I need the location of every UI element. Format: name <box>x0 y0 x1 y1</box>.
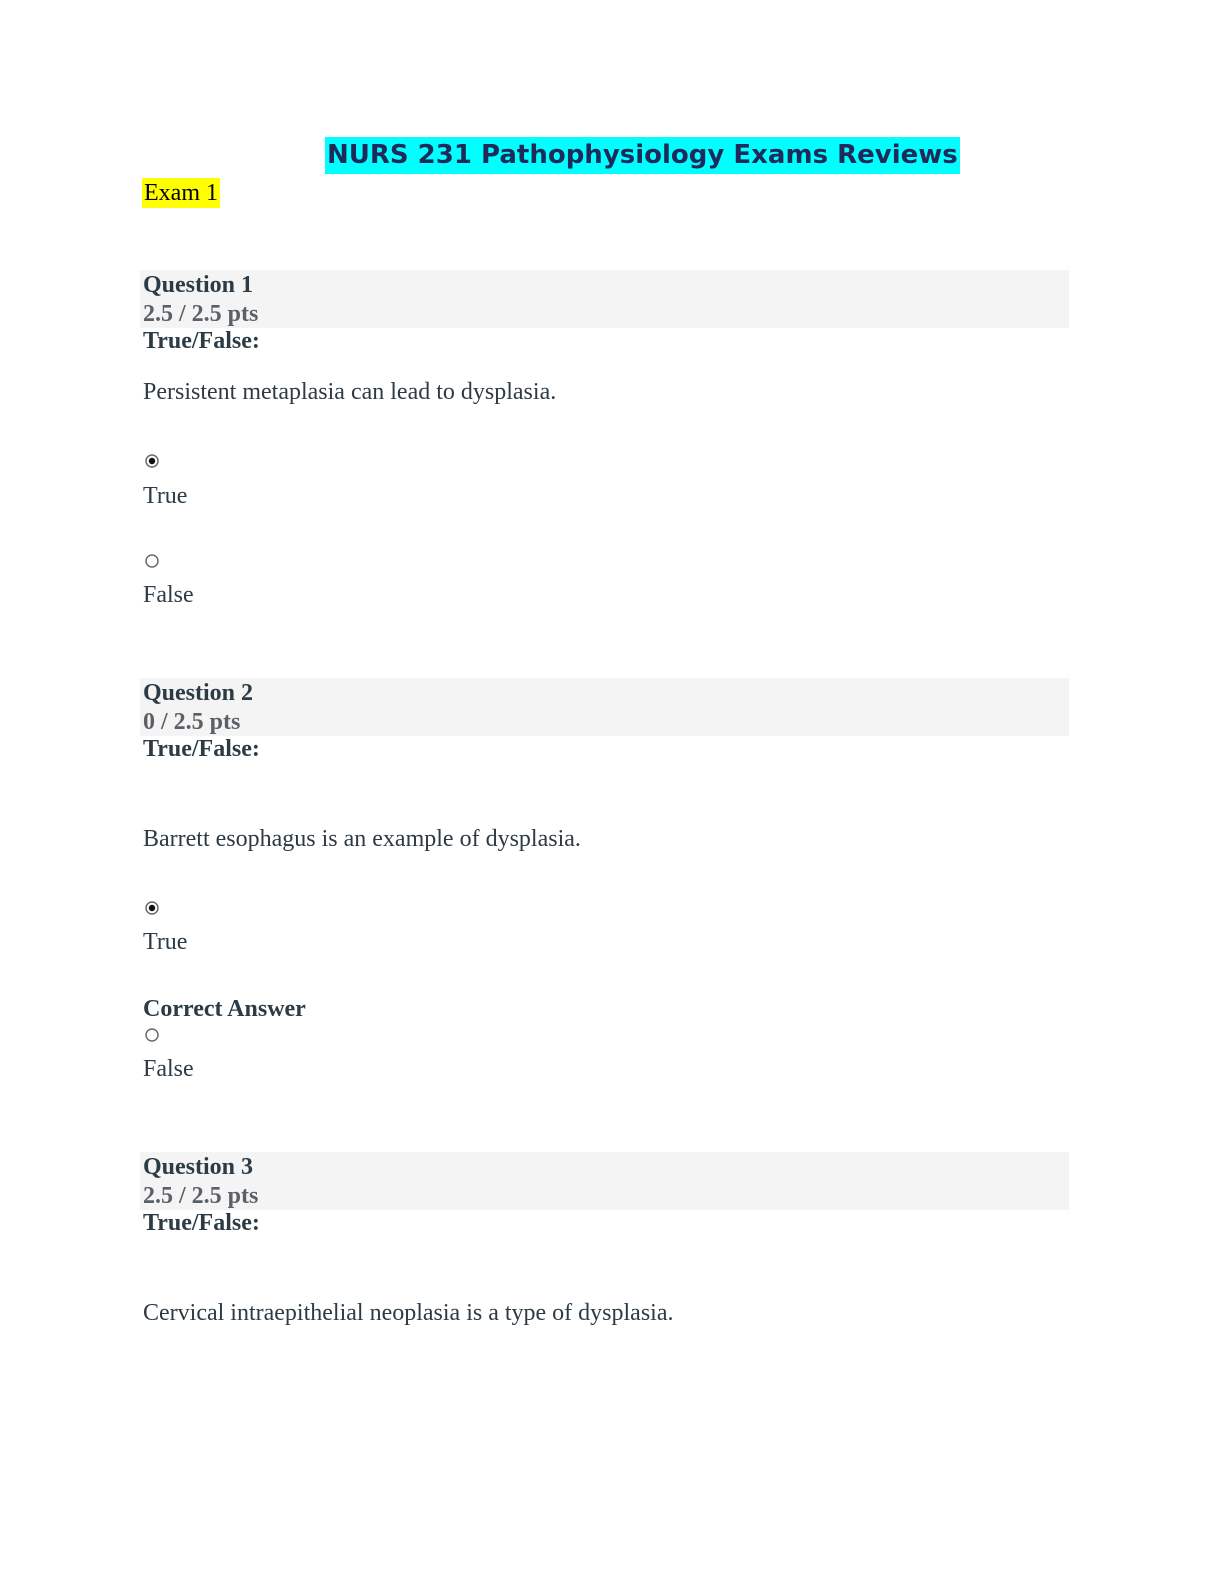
question-2-points: 0 / 2.5 pts <box>143 709 241 735</box>
question-3-title: Question 3 <box>143 1154 254 1180</box>
question-2-type: True/False: <box>143 736 260 762</box>
exam-label: Exam 1 <box>144 180 218 206</box>
question-1-title: Question 1 <box>143 272 254 298</box>
question-1-header <box>140 270 1069 328</box>
question-1-answer-false-label: False <box>143 582 194 608</box>
page-title: NURS 231 Pathophysiology Exams Reviews <box>325 137 960 174</box>
radio-selected-icon <box>145 901 159 915</box>
question-3-type: True/False: <box>143 1210 260 1236</box>
correct-answer-label: Correct Answer <box>143 996 306 1022</box>
question-2-answer-true-label: True <box>143 929 188 955</box>
question-2-text: Barrett esophagus is an example of dysplasia. <box>143 826 581 852</box>
question-2-answer-false-label: False <box>143 1056 194 1082</box>
question-2-answer-true-radio[interactable] <box>145 901 159 915</box>
question-1-answer-true-label: True <box>143 483 188 509</box>
question-2-title: Question 2 <box>143 680 254 706</box>
question-1-text: Persistent metaplasia can lead to dysplasia. <box>143 379 557 405</box>
question-1-answer-false-radio[interactable] <box>145 554 159 568</box>
question-2-answer-false-radio[interactable] <box>145 1028 159 1042</box>
question-1-answer-true-radio[interactable] <box>145 454 159 468</box>
radio-unselected-icon <box>145 554 159 568</box>
question-2-header <box>140 678 1069 736</box>
question-1-type: True/False: <box>143 328 260 354</box>
question-1-points: 2.5 / 2.5 pts <box>143 301 259 327</box>
radio-unselected-icon <box>145 1028 159 1042</box>
question-3-header <box>140 1152 1069 1210</box>
question-3-text: Cervical intraepithelial neoplasia is a type of dysplasia. <box>143 1300 674 1326</box>
radio-selected-icon <box>145 454 159 468</box>
question-3-points: 2.5 / 2.5 pts <box>143 1183 259 1209</box>
